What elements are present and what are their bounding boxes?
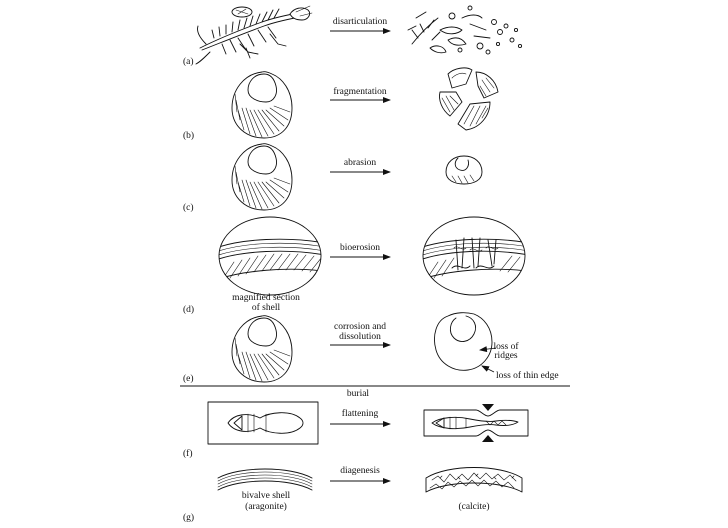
panel-f bbox=[183, 402, 528, 459]
calcite-shell-layers-drawing bbox=[426, 468, 522, 493]
buried-shell-drawing bbox=[208, 402, 318, 444]
panel-g bbox=[183, 466, 522, 523]
panel-e bbox=[183, 313, 559, 384]
aragonite-shell-layers-drawing bbox=[218, 469, 312, 490]
panel-letter-g: (g) bbox=[183, 513, 195, 523]
bored-section-drawing bbox=[414, 217, 534, 295]
panel-letter-f: (f) bbox=[183, 449, 193, 459]
panel-letter-d: (d) bbox=[183, 305, 195, 315]
process-label-a: disarticulation bbox=[332, 17, 388, 27]
panel-d bbox=[183, 217, 534, 315]
panel-c bbox=[183, 144, 482, 213]
bivalve-shell-label-line2: (aragonite) bbox=[245, 502, 287, 512]
panel-b bbox=[183, 68, 498, 141]
note-loss-of-ridges-line1: loss of bbox=[493, 342, 519, 352]
dissolved-shell-drawing bbox=[435, 313, 497, 372]
process-label-f: flattening bbox=[341, 409, 379, 419]
section-caption-line1: magnified section bbox=[232, 293, 300, 303]
bivalve-shell-label-line1: bivalve shell bbox=[241, 491, 291, 501]
note-loss-of-thin-edge: loss of thin edge bbox=[496, 371, 559, 381]
panel-letter-a: (a) bbox=[183, 57, 194, 67]
abraded-shell-drawing bbox=[446, 156, 482, 184]
note-loss-of-ridges-line2: ridges bbox=[494, 351, 518, 361]
scattered-bones-drawing bbox=[408, 6, 522, 54]
magnified-section-drawing bbox=[210, 217, 330, 295]
whole-shell-drawing-c bbox=[232, 144, 292, 210]
panel-letter-b: (b) bbox=[183, 131, 195, 141]
panel-a bbox=[183, 6, 522, 67]
flattened-shell-drawing bbox=[424, 404, 528, 442]
process-label-d: bioerosion bbox=[339, 243, 381, 253]
whole-shell-drawing-e bbox=[232, 316, 292, 382]
whole-shell-drawing-b bbox=[232, 72, 292, 138]
process-label-g: diagenesis bbox=[340, 466, 380, 476]
process-label-c: abrasion bbox=[343, 158, 377, 168]
process-label-b: fragmentation bbox=[333, 87, 387, 97]
articulated-skeleton-drawing bbox=[196, 6, 312, 64]
panel-letter-e: (e) bbox=[183, 374, 194, 384]
process-label-e-line2: dissolution bbox=[339, 332, 381, 342]
section-caption-line2: of shell bbox=[251, 303, 281, 313]
panel-letter-c: (c) bbox=[183, 203, 194, 213]
burial-label: burial bbox=[346, 389, 370, 399]
process-label-e-line1: corrosion and bbox=[334, 322, 386, 332]
calcite-label: (calcite) bbox=[458, 502, 490, 512]
shell-fragments-drawing bbox=[439, 68, 498, 130]
